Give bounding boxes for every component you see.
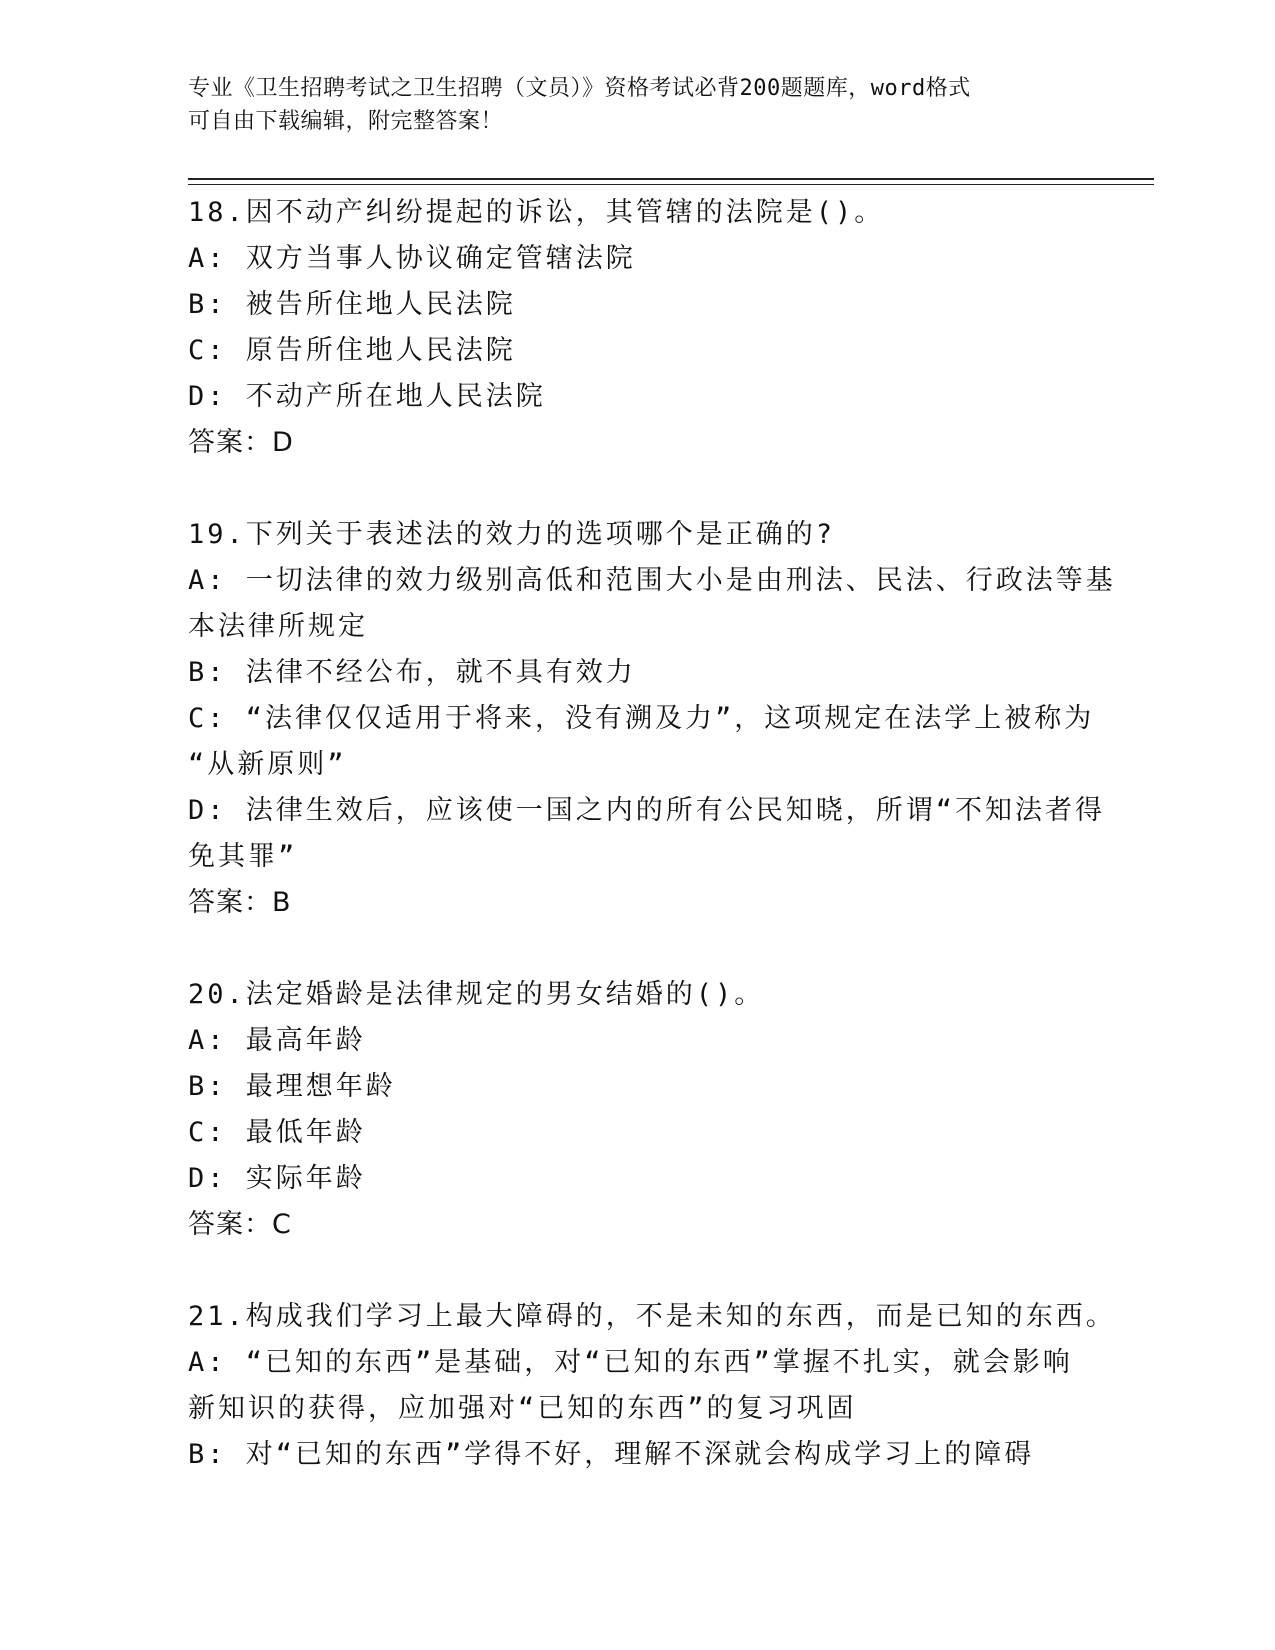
answer-line: 答案：D	[188, 427, 294, 458]
question-option: B: 最理想年龄	[188, 1071, 396, 1102]
question-option: “从新原则”	[188, 749, 347, 780]
question-option: 新知识的获得，应加强对“已知的东西”的复习巩固	[188, 1393, 857, 1424]
question-option: A: 双方当事人协议确定管辖法院	[188, 243, 636, 274]
answer-line: 答案：B	[188, 887, 292, 918]
header-line-1: 专业《卫生招聘考试之卫生招聘（文员）》资格考试必背200题题库，word格式	[188, 76, 971, 101]
header-divider-thick	[188, 178, 1154, 180]
question-option: 本法律所规定	[188, 611, 368, 642]
question-option: B: 对“已知的东西”学得不好，理解不深就会构成学习上的障碍	[188, 1439, 1035, 1470]
answer-line: 答案：C	[188, 1209, 292, 1240]
question-option: D: 实际年龄	[188, 1163, 366, 1194]
header-line-2: 可自由下载编辑，附完整答案！	[188, 109, 504, 134]
question-option: D: 不动产所在地人民法院	[188, 381, 546, 412]
question-option: B: 被告所住地人民法院	[188, 289, 516, 320]
question-block	[188, 1294, 1116, 1478]
question-stem: 19.下列关于表述法的效力的选项哪个是正确的?	[188, 519, 836, 550]
question-option: B: 法律不经公布，就不具有效力	[188, 657, 636, 688]
question-block	[188, 190, 1088, 466]
question-option: C: 最低年龄	[188, 1117, 366, 1148]
question-option: C: 原告所住地人民法院	[188, 335, 516, 366]
question-option: D: 法律生效后，应该使一国之内的所有公民知晓，所谓“不知法者得	[188, 795, 1106, 826]
question-option: A: 一切法律的效力级别高低和范围大小是由刑法、民法、行政法等基	[188, 565, 1116, 596]
question-block	[188, 972, 1088, 1248]
question-list	[188, 190, 1116, 1524]
question-option: A: “已知的东西”是基础，对“已知的东西”掌握不扎实，就会影响	[188, 1347, 1073, 1378]
question-stem: 21.构成我们学习上最大障碍的，不是未知的东西，而是已知的东西。	[188, 1301, 1116, 1332]
question-stem: 18.因不动产纠纷提起的诉讼，其管辖的法院是()。	[188, 197, 885, 228]
question-stem: 20.法定婚龄是法律规定的男女结婚的()。	[188, 979, 765, 1010]
header-divider-thin	[188, 184, 1154, 185]
document-header	[188, 72, 1088, 138]
question-option: 免其罪”	[188, 841, 298, 872]
question-option: C: “法律仅仅适用于将来，没有溯及力”，这项规定在法学上被称为	[188, 703, 1095, 734]
question-block	[188, 512, 1116, 926]
question-option: A: 最高年龄	[188, 1025, 366, 1056]
